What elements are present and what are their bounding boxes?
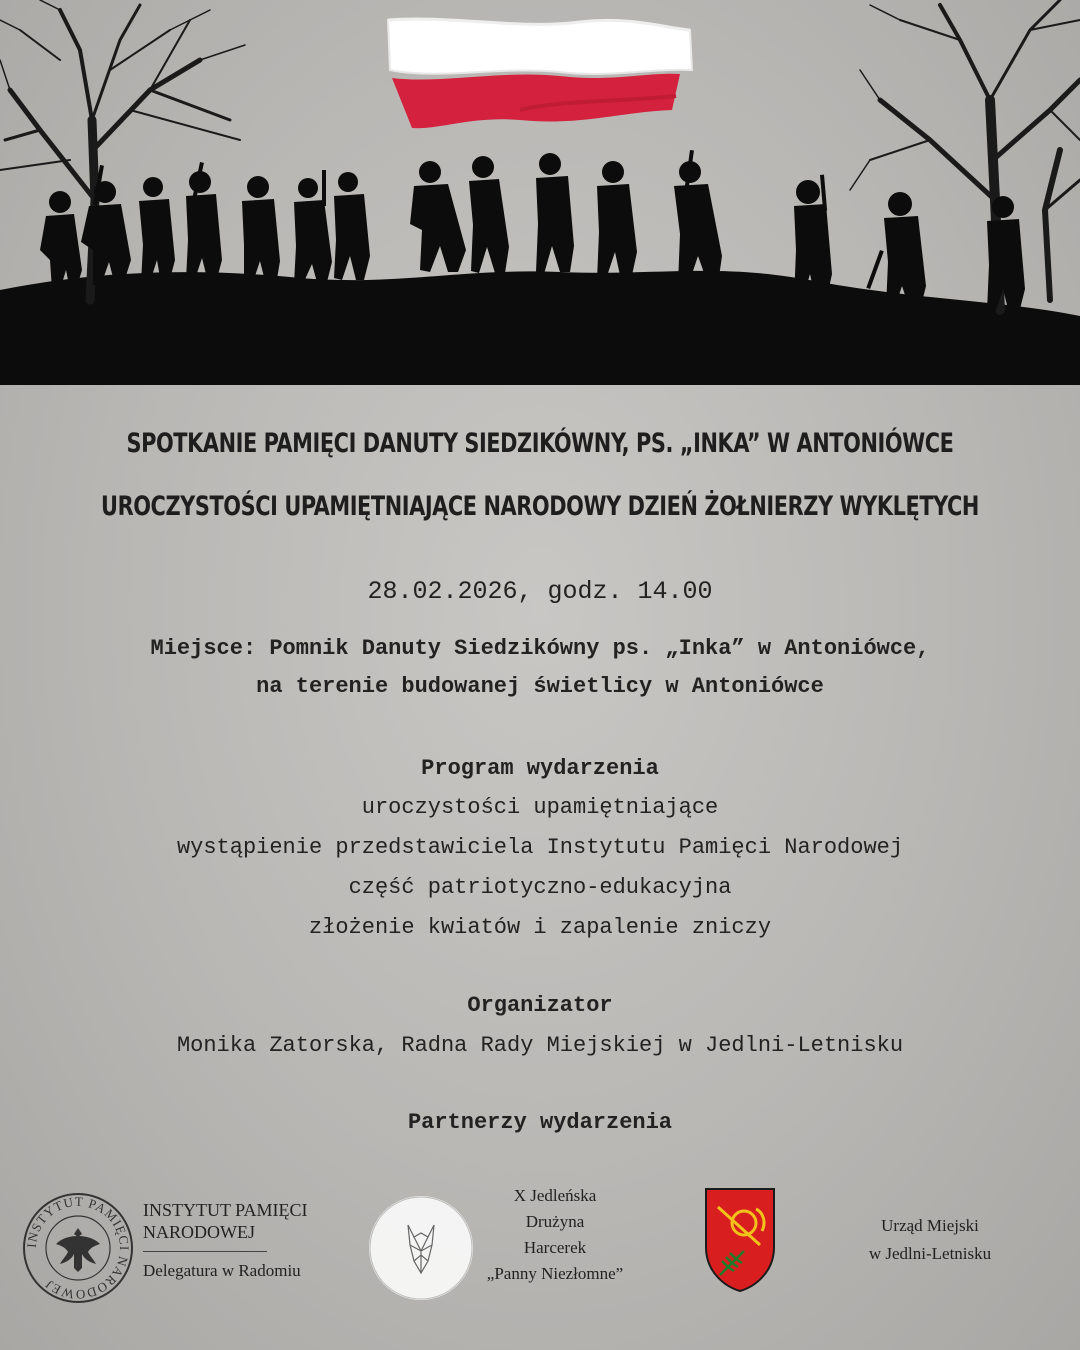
harcerki-line-4: „Panny Niezłomne” — [486, 1264, 624, 1283]
ipn-seal-logo — [22, 1192, 134, 1304]
urzad-line-1: Urząd Miejski — [881, 1216, 979, 1235]
event-date-time: 28.02.2026, godz. 14.00 — [367, 577, 713, 606]
ipn-label — [143, 1199, 308, 1282]
harcerki-label — [470, 1183, 640, 1287]
jedlnia-crest-logo — [704, 1187, 776, 1293]
ipn-name-line-2: NARODOWEJ — [143, 1222, 255, 1242]
partners-title: Partnerzy wydarzenia — [407, 1110, 673, 1135]
organizer-name: Monika Zatorska, Radna Rady Miejskiej w Jedlni-Letnisku — [176, 1033, 904, 1058]
ipn-name-line-1: INSTYTUT PAMIĘCI — [143, 1200, 308, 1220]
header-banner — [0, 0, 1080, 385]
ipn-divider — [143, 1251, 267, 1252]
partners-logos — [0, 1180, 1080, 1310]
urzad-label — [830, 1212, 1030, 1268]
harcerki-logo — [368, 1195, 474, 1301]
event-title: SPOTKANIE PAMIĘCI DANUTY SIEDZIKÓWNY, PS. „INKA” W ANTONIÓWCE — [126, 428, 954, 459]
event-subtitle: UROCZYSTOŚCI UPAMIĘTNIAJĄCE NARODOWY DZIEŃ ŻOŁNIERZY WYKLĘTYCH — [101, 491, 979, 522]
harcerki-line-1: X Jedleńska — [513, 1186, 597, 1205]
harcerki-line-2: Drużyna — [525, 1212, 585, 1231]
eagle-icon — [56, 1228, 100, 1272]
harcerki-line-3: Harcerek — [523, 1238, 587, 1257]
tree-right-icon — [850, 0, 1080, 310]
program-item: uroczystości upamiętniające — [361, 795, 719, 820]
program-item: złożenie kwiatów i zapalenie zniczy — [308, 915, 772, 940]
program-title: Program wydarzenia — [421, 756, 659, 781]
event-place-line-1: Miejsce: Pomnik Danuty Siedzikówny ps. „Inka” w Antoniówce, — [150, 636, 930, 661]
organizer-title: Organizator — [467, 993, 613, 1018]
event-place-line-2: na terenie budowanej świetlicy w Antoniówce — [256, 674, 824, 699]
polish-flag-icon — [388, 19, 692, 128]
program-item: wystąpienie przedstawiciela Instytutu Pamięci Narodowej — [176, 835, 904, 860]
soldiers-silhouette-illustration — [0, 0, 1080, 385]
urzad-line-2: w Jedlni-Letnisku — [868, 1244, 992, 1263]
program-item: część patriotyczno-edukacyjna — [348, 875, 732, 900]
svg-text:INSTYTUT PAMIĘCI NARODOWEJ: INSTYTUT PAMIĘCI NARODOWEJ — [23, 1193, 133, 1303]
ipn-branch: Delegatura w Radomiu — [143, 1261, 301, 1280]
